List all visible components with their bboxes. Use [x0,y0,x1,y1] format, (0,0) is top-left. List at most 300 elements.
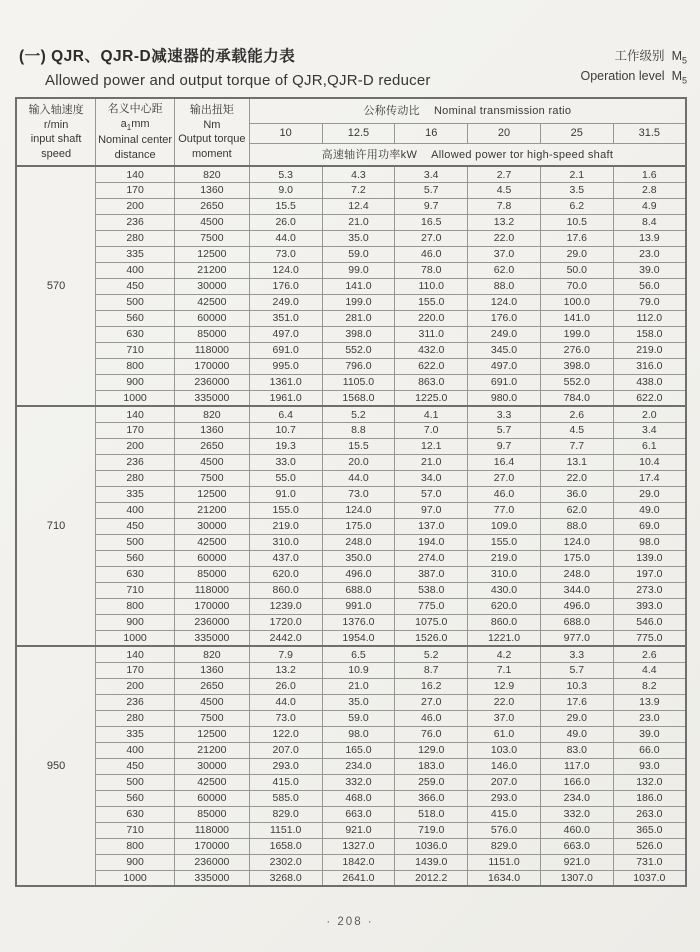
center-distance-cell: 710 [96,582,175,598]
power-cell: 17.6 [540,230,613,246]
power-cell: 93.0 [613,758,686,774]
power-cell: 73.0 [322,486,395,502]
table-row [16,390,686,406]
power-cell: 21.0 [322,214,395,230]
power-cell: 129.0 [395,742,468,758]
power-cell: 775.0 [395,598,468,614]
torque-cell: 85000 [174,806,249,822]
power-cell: 310.0 [468,566,541,582]
torque-cell: 1360 [174,662,249,678]
center-distance-cell: 236 [96,694,175,710]
power-cell: 775.0 [613,630,686,646]
torque-cell: 30000 [174,278,249,294]
torque-cell: 7500 [174,470,249,486]
power-cell: 10.9 [322,662,395,678]
table-row [16,806,686,822]
power-cell: 1658.0 [249,838,322,854]
table-row [16,710,686,726]
torque-cell: 30000 [174,518,249,534]
power-cell: 311.0 [395,326,468,342]
power-cell: 860.0 [249,582,322,598]
power-cell: 4.5 [540,422,613,438]
power-cell: 50.0 [540,262,613,278]
power-cell: 387.0 [395,566,468,582]
power-cell: 688.0 [540,614,613,630]
table-row [16,406,686,422]
power-cell: 345.0 [468,342,541,358]
power-cell: 398.0 [322,326,395,342]
operation-level-block [580,47,687,89]
power-cell: 39.0 [613,262,686,278]
input-speed-cell: 950 [16,646,96,886]
power-cell: 7.0 [395,422,468,438]
power-cell: 55.0 [249,470,322,486]
power-cell: 13.9 [613,694,686,710]
power-cell: 29.0 [540,246,613,262]
ratio-value: 16 [395,123,468,143]
power-cell: 44.0 [249,694,322,710]
power-cell: 497.0 [249,326,322,342]
ratio-value: 10 [249,123,322,143]
power-cell: 186.0 [613,790,686,806]
table-row [16,214,686,230]
power-cell: 16.2 [395,678,468,694]
center-distance-cell: 200 [96,198,175,214]
table-row [16,278,686,294]
power-cell: 13.1 [540,454,613,470]
power-cell: 2.8 [613,182,686,198]
capacity-table [15,97,687,887]
power-cell: 2.7 [468,166,541,182]
power-cell: 4.4 [613,662,686,678]
center-distance-cell: 450 [96,758,175,774]
power-cell: 219.0 [613,342,686,358]
power-cell: 2.6 [613,646,686,662]
work-level-cn: 工作级别 $M_5$ [614,48,687,66]
power-cell: 234.0 [322,758,395,774]
power-cell: 263.0 [613,806,686,822]
power-cell: 2641.0 [322,870,395,886]
power-cell: 21.0 [395,454,468,470]
torque-cell: 1360 [174,422,249,438]
torque-cell: 170000 [174,358,249,374]
power-cell: 98.0 [322,726,395,742]
table-row [16,342,686,358]
torque-cell: 1360 [174,182,249,198]
power-cell: 3.5 [540,182,613,198]
power-cell: 10.3 [540,678,613,694]
table-row [16,774,686,790]
torque-cell: 118000 [174,342,249,358]
power-cell: 5.7 [540,662,613,678]
center-distance-cell: 560 [96,550,175,566]
power-cell: 497.0 [468,358,541,374]
power-cell: 109.0 [468,518,541,534]
center-distance-cell: 170 [96,182,175,198]
power-cell: 97.0 [395,502,468,518]
power-cell: 1439.0 [395,854,468,870]
power-cell: 46.0 [395,710,468,726]
power-cell: 393.0 [613,598,686,614]
center-distance-cell: 800 [96,838,175,854]
center-distance-cell: 400 [96,742,175,758]
power-cell: 496.0 [322,566,395,582]
power-cell: 15.5 [249,198,322,214]
power-cell: 12.1 [395,438,468,454]
power-cell: 332.0 [322,774,395,790]
center-distance-cell: 200 [96,438,175,454]
power-cell: 98.0 [613,534,686,550]
center-distance-cell: 335 [96,486,175,502]
center-distance-cell: 280 [96,470,175,486]
torque-cell: 42500 [174,534,249,550]
center-distance-cell: 280 [96,710,175,726]
power-cell: 1105.0 [322,374,395,390]
power-cell: 620.0 [468,598,541,614]
power-cell: 29.0 [540,710,613,726]
center-distance-cell: 200 [96,678,175,694]
power-cell: 1221.0 [468,630,541,646]
power-cell: 7.7 [540,438,613,454]
power-cell: 344.0 [540,582,613,598]
power-cell: 83.0 [540,742,613,758]
power-cell: 23.0 [613,246,686,262]
power-cell: 3268.0 [249,870,322,886]
power-cell: 46.0 [468,486,541,502]
power-cell: 829.0 [249,806,322,822]
power-cell: 176.0 [249,278,322,294]
power-cell: 2.6 [540,406,613,422]
col-header-output-torque: 输出扭矩 Nm Output torque moment [174,98,249,166]
power-cell: 552.0 [540,374,613,390]
center-distance-cell: 800 [96,598,175,614]
power-cell: 538.0 [395,582,468,598]
power-cell: 26.0 [249,214,322,230]
power-cell: 3.4 [395,166,468,182]
center-distance-cell: 450 [96,278,175,294]
table-row [16,726,686,742]
center-distance-cell: 1000 [96,870,175,886]
torque-cell: 60000 [174,550,249,566]
power-cell: 6.2 [540,198,613,214]
power-cell: 1961.0 [249,390,322,406]
power-cell: 199.0 [322,294,395,310]
power-cell: 49.0 [613,502,686,518]
power-cell: 460.0 [540,822,613,838]
torque-cell: 21200 [174,742,249,758]
power-cell: 23.0 [613,710,686,726]
header-row-ratio-title [16,98,686,123]
power-cell: 7.8 [468,198,541,214]
power-cell: 166.0 [540,774,613,790]
power-cell: 69.0 [613,518,686,534]
power-cell: 6.1 [613,438,686,454]
torque-cell: 335000 [174,870,249,886]
center-distance-cell: 500 [96,294,175,310]
power-cell: 7.9 [249,646,322,662]
power-cell: 5.2 [395,646,468,662]
power-cell: 1036.0 [395,838,468,854]
center-distance-cell: 400 [96,502,175,518]
torque-cell: 170000 [174,838,249,854]
power-cell: 622.0 [395,358,468,374]
center-distance-cell: 710 [96,822,175,838]
table-row [16,678,686,694]
power-cell: 66.0 [613,742,686,758]
power-cell: 194.0 [395,534,468,550]
power-cell: 234.0 [540,790,613,806]
torque-cell: 7500 [174,710,249,726]
table-row [16,262,686,278]
power-cell: 5.7 [395,182,468,198]
power-cell: 22.0 [468,230,541,246]
table-row [16,646,686,662]
table-row [16,742,686,758]
power-cell: 16.5 [395,214,468,230]
power-cell: 526.0 [613,838,686,854]
power-cell: 622.0 [613,390,686,406]
page-title-cn: (一) QJR、QJR-D减速器的承载能力表 [19,48,296,65]
power-cell: 139.0 [613,550,686,566]
center-distance-cell: 900 [96,854,175,870]
center-distance-cell: 500 [96,774,175,790]
power-cell: 1954.0 [322,630,395,646]
power-cell: 1376.0 [322,614,395,630]
table-row [16,326,686,342]
power-cell: 398.0 [540,358,613,374]
power-cell: 4.3 [322,166,395,182]
titles [15,44,431,89]
power-cell: 2302.0 [249,854,322,870]
table-row [16,582,686,598]
torque-cell: 42500 [174,294,249,310]
torque-cell: 820 [174,406,249,422]
torque-cell: 236000 [174,854,249,870]
torque-cell: 42500 [174,774,249,790]
torque-cell: 4500 [174,694,249,710]
power-cell: 27.0 [395,230,468,246]
center-distance-cell: 900 [96,614,175,630]
power-cell: 46.0 [395,246,468,262]
power-cell: 8.2 [613,678,686,694]
torque-cell: 60000 [174,790,249,806]
power-cell: 26.0 [249,678,322,694]
power-cell: 124.0 [540,534,613,550]
power-cell: 437.0 [249,550,322,566]
center-distance-cell: 560 [96,790,175,806]
power-cell: 9.7 [468,438,541,454]
power-cell: 8.7 [395,662,468,678]
power-cell: 719.0 [395,822,468,838]
power-cell: 13.2 [468,214,541,230]
table-row [16,182,686,198]
power-cell: 496.0 [540,598,613,614]
power-cell: 977.0 [540,630,613,646]
power-cell: 438.0 [613,374,686,390]
power-cell: 796.0 [322,358,395,374]
power-cell: 137.0 [395,518,468,534]
power-cell: 220.0 [395,310,468,326]
power-cell: 112.0 [613,310,686,326]
center-distance-cell: 630 [96,326,175,342]
center-distance-cell: 170 [96,662,175,678]
power-cell: 100.0 [540,294,613,310]
power-cell: 35.0 [322,230,395,246]
power-cell: 29.0 [613,486,686,502]
power-cell: 1075.0 [395,614,468,630]
power-cell: 62.0 [540,502,613,518]
power-cell: 8.8 [322,422,395,438]
power-cell: 122.0 [249,726,322,742]
power-cell: 1151.0 [468,854,541,870]
power-cell: 430.0 [468,582,541,598]
power-cell: 59.0 [322,246,395,262]
ratio-value: 31.5 [613,123,686,143]
center-distance-cell: 1000 [96,630,175,646]
torque-cell: 4500 [174,454,249,470]
power-cell: 4.9 [613,198,686,214]
power-cell: 76.0 [395,726,468,742]
torque-cell: 7500 [174,230,249,246]
power-cell: 57.0 [395,486,468,502]
power-cell: 16.4 [468,454,541,470]
power-cell: 176.0 [468,310,541,326]
power-cell: 33.0 [249,454,322,470]
power-cell: 141.0 [322,278,395,294]
power-cell: 158.0 [613,326,686,342]
table-row [16,422,686,438]
page-number: · 208 · [326,916,374,928]
power-cell: 77.0 [468,502,541,518]
torque-cell: 2650 [174,678,249,694]
power-cell: 281.0 [322,310,395,326]
table-row [16,374,686,390]
power-cell: 146.0 [468,758,541,774]
power-cell: 79.0 [613,294,686,310]
power-cell: 552.0 [322,342,395,358]
col-header-input-speed: 输入轴速度 r/min input shaft speed [16,98,96,166]
power-cell: 21.0 [322,678,395,694]
table-row [16,438,686,454]
power-cell: 6.4 [249,406,322,422]
power-cell: 4.5 [468,182,541,198]
power-cell: 9.0 [249,182,322,198]
torque-cell: 4500 [174,214,249,230]
center-distance-cell: 710 [96,342,175,358]
power-cell: 13.2 [249,662,322,678]
power-cell: 5.2 [322,406,395,422]
table-row [16,470,686,486]
power-cell: 432.0 [395,342,468,358]
power-cell: 316.0 [613,358,686,374]
power-cell: 22.0 [540,470,613,486]
table-row [16,294,686,310]
power-cell: 663.0 [322,806,395,822]
power-cell: 219.0 [249,518,322,534]
power-cell: 4.1 [395,406,468,422]
power-cell: 12.4 [322,198,395,214]
torque-cell: 12500 [174,726,249,742]
center-distance-cell: 630 [96,806,175,822]
power-cell: 12.9 [468,678,541,694]
power-cell: 921.0 [540,854,613,870]
power-cell: 20.0 [322,454,395,470]
power-cell: 1526.0 [395,630,468,646]
power-cell: 518.0 [395,806,468,822]
power-cell: 103.0 [468,742,541,758]
power-cell: 248.0 [540,566,613,582]
center-distance-cell: 630 [96,566,175,582]
power-cell: 691.0 [249,342,322,358]
power-cell: 27.0 [395,694,468,710]
power-cell: 1568.0 [322,390,395,406]
power-cell: 44.0 [322,470,395,486]
power-cell: 691.0 [468,374,541,390]
torque-cell: 85000 [174,326,249,342]
power-cell: 1327.0 [322,838,395,854]
work-level-en: Operation level $M_5$ [580,69,687,86]
center-distance-cell: 800 [96,358,175,374]
power-cell: 3.3 [468,406,541,422]
table-row [16,566,686,582]
power-cell: 5.7 [468,422,541,438]
power-cell: 991.0 [322,598,395,614]
table-row [16,694,686,710]
power-cell: 1307.0 [540,870,613,886]
torque-cell: 170000 [174,598,249,614]
power-cell: 1.6 [613,166,686,182]
table-row [16,630,686,646]
power-cell: 1225.0 [395,390,468,406]
table-row [16,454,686,470]
table-row [16,310,686,326]
table-row [16,486,686,502]
power-cell: 6.5 [322,646,395,662]
power-cell: 175.0 [322,518,395,534]
power-cell: 731.0 [613,854,686,870]
power-cell: 249.0 [468,326,541,342]
power-cell: 1634.0 [468,870,541,886]
torque-cell: 335000 [174,630,249,646]
torque-cell: 2650 [174,198,249,214]
torque-cell: 236000 [174,374,249,390]
power-cell: 22.0 [468,694,541,710]
power-cell: 365.0 [613,822,686,838]
power-cell: 351.0 [249,310,322,326]
table-row [16,230,686,246]
torque-cell: 820 [174,646,249,662]
power-cell: 5.3 [249,166,322,182]
power-cell: 183.0 [395,758,468,774]
power-cell: 293.0 [468,790,541,806]
power-cell: 863.0 [395,374,468,390]
table-row [16,598,686,614]
power-cell: 62.0 [468,262,541,278]
power-cell: 10.7 [249,422,322,438]
power-cell: 4.2 [468,646,541,662]
power-cell: 15.5 [322,438,395,454]
power-cell: 78.0 [395,262,468,278]
power-cell: 3.3 [540,646,613,662]
power-cell: 27.0 [468,470,541,486]
table-row [16,614,686,630]
power-cell: 663.0 [540,838,613,854]
power-cell: 155.0 [395,294,468,310]
power-cell: 34.0 [395,470,468,486]
power-cell: 124.0 [468,294,541,310]
power-cell: 2442.0 [249,630,322,646]
power-cell: 17.4 [613,470,686,486]
